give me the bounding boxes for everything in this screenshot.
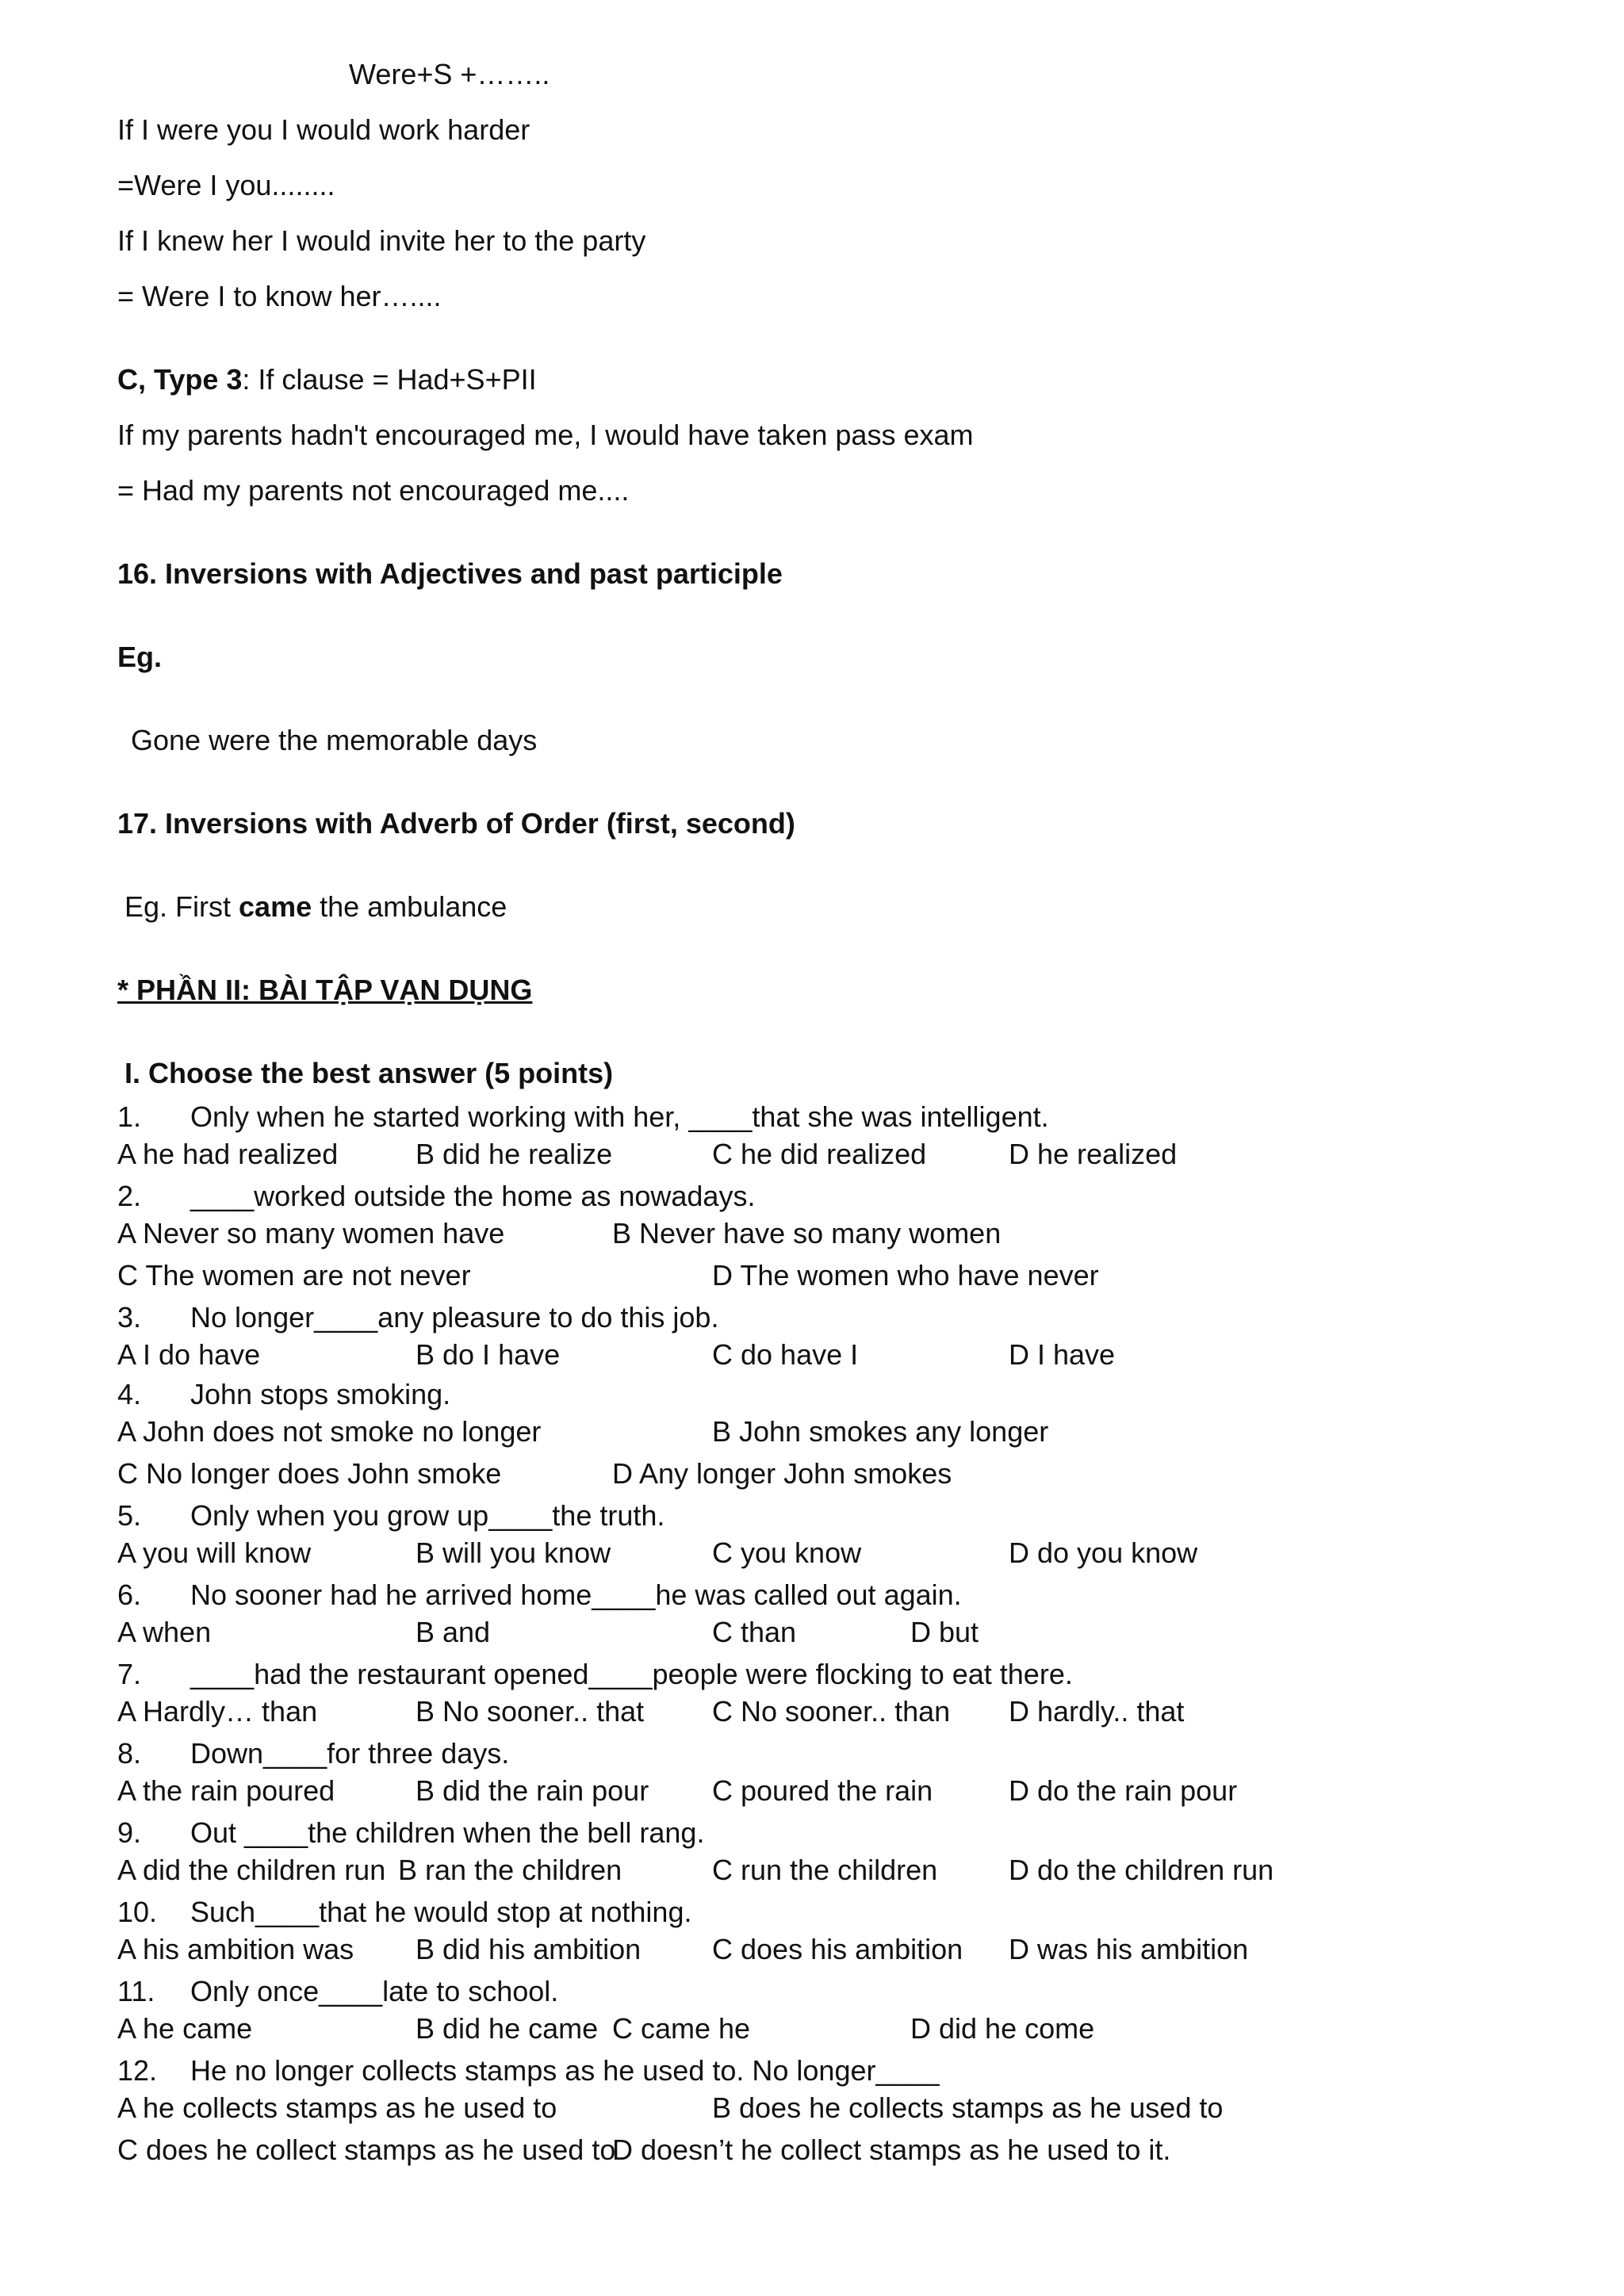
option-a[interactable]: A Hardly… than [117, 1695, 318, 1728]
question-text: Only when he started working with her, ____that she was intelligent. [190, 1100, 1049, 1133]
option-b[interactable]: B Never have so many women [612, 1217, 1002, 1249]
question-text: ____had the restaurant opened____people were flocking to eat there. [190, 1658, 1073, 1690]
option-b[interactable]: B did his ambition [416, 1933, 642, 1965]
question-number: 5. [117, 1499, 142, 1532]
question-text: John stops smoking. [190, 1378, 451, 1410]
option-b[interactable]: B did he came [416, 2012, 599, 2045]
question-text: Only when you grow up____the truth. [190, 1499, 665, 1532]
example-3-inversion: = Had my parents not encouraged me.... [117, 474, 630, 507]
option-d[interactable]: D do the rain pour [1009, 1774, 1238, 1807]
option-a[interactable]: A the rain poured [117, 1774, 335, 1807]
question-number: 1. [117, 1100, 142, 1133]
question-number: 2. [117, 1180, 142, 1212]
type3-label: C, Type 3 [117, 363, 243, 396]
option-d[interactable]: D I have [1009, 1338, 1116, 1371]
option-a[interactable]: A Never so many women have [117, 1217, 505, 1249]
question-number: 10. [117, 1896, 158, 1928]
option-c[interactable]: C run the children [712, 1854, 938, 1886]
question-number: 7. [117, 1658, 142, 1690]
option-d[interactable]: D do the children run [1009, 1854, 1274, 1886]
example-17-post: the ambulance [312, 890, 508, 923]
option-c[interactable]: C than [712, 1616, 797, 1648]
question-text: He no longer collects stamps as he used to. No longer____ [190, 2054, 940, 2087]
option-b[interactable]: B and [416, 1616, 491, 1648]
heading-16: 16. Inversions with Adjectives and past participle [117, 557, 783, 590]
option-c[interactable]: C came he [612, 2012, 751, 2045]
eg-label: Eg. [117, 641, 163, 673]
option-a[interactable]: A I do have [117, 1338, 261, 1371]
question-number: 3. [117, 1301, 142, 1334]
option-d[interactable]: D was his ambition [1009, 1933, 1249, 1965]
option-a[interactable]: A did the children run [117, 1854, 386, 1886]
option-d[interactable]: D hardly.. that [1009, 1695, 1185, 1728]
option-a[interactable]: A when [117, 1616, 212, 1648]
option-a[interactable]: A you will know [117, 1536, 312, 1569]
option-a[interactable]: A John does not smoke no longer [117, 1415, 542, 1448]
option-d[interactable]: D did he come [910, 2012, 1095, 2045]
option-b[interactable]: B did the rain pour [416, 1774, 649, 1807]
option-a[interactable]: A his ambition was [117, 1933, 354, 1965]
question-number: 11. [117, 1975, 155, 2007]
option-a[interactable]: A he collects stamps as he used to [117, 2091, 557, 2124]
example-17-pre: Eg. First [124, 890, 239, 923]
question-number: 12. [117, 2054, 158, 2087]
example-17 [124, 888, 507, 926]
option-b[interactable]: B No sooner.. that [416, 1695, 645, 1728]
question-number: 4. [117, 1378, 142, 1410]
example-17-bold: came [239, 890, 312, 923]
option-c[interactable]: C do have I [712, 1338, 859, 1371]
option-c[interactable]: C poured the rain [712, 1774, 933, 1807]
part2-title: * PHẦN II: BÀI TẬP VẠN DỤNG [117, 974, 533, 1006]
example-1: If I were you I would work harder [117, 113, 530, 146]
example-16: Gone were the memorable days [131, 724, 538, 756]
example-2-inversion: = Were I to know her….... [117, 280, 442, 312]
option-a[interactable]: A he came [117, 2012, 253, 2045]
option-d[interactable]: D The women who have never [712, 1259, 1099, 1292]
question-text: No longer____any pleasure to do this job. [190, 1301, 719, 1334]
heading-17: 17. Inversions with Adverb of Order (first, second) [117, 807, 795, 840]
option-d[interactable]: D Any longer John smokes [612, 1457, 952, 1490]
option-b[interactable]: B John smokes any longer [712, 1415, 1049, 1448]
option-c[interactable]: C he did realized [712, 1138, 927, 1170]
type3-heading [117, 361, 537, 399]
option-b[interactable]: B did he realize [416, 1138, 613, 1170]
option-d[interactable]: D do you know [1009, 1536, 1198, 1569]
question-text: Out ____the children when the bell rang. [190, 1816, 705, 1849]
question-number: 8. [117, 1737, 142, 1770]
option-c[interactable]: C No sooner.. than [712, 1695, 951, 1728]
example-2: If I knew her I would invite her to the party [117, 224, 646, 257]
option-d[interactable]: D but [910, 1616, 979, 1648]
option-c[interactable]: C No longer does John smoke [117, 1457, 502, 1490]
section-title: I. Choose the best answer (5 points) [124, 1057, 614, 1089]
option-d[interactable]: D he realized [1009, 1138, 1178, 1170]
option-a[interactable]: A he had realized [117, 1138, 339, 1170]
example-3: If my parents hadn't encouraged me, I would have taken pass exam [117, 419, 974, 451]
option-b[interactable]: B does he collects stamps as he used to [712, 2091, 1224, 2124]
question-text: Only once____late to school. [190, 1975, 559, 2007]
option-b[interactable]: B do I have [416, 1338, 561, 1371]
option-b[interactable]: B ran the children [398, 1854, 622, 1886]
option-c[interactable]: C does he collect stamps as he used to [117, 2133, 616, 2166]
option-c[interactable]: C does his ambition [712, 1933, 963, 1965]
formula-were: Were+S +…….. [349, 58, 550, 90]
option-d[interactable]: D doesn’t he collect stamps as he used to it. [612, 2133, 1171, 2166]
option-c[interactable]: C The women are not never [117, 1259, 471, 1292]
question-text: ____worked outside the home as nowadays. [190, 1180, 756, 1212]
option-b[interactable]: B will you know [416, 1536, 611, 1569]
question-text: Such____that he would stop at nothing. [190, 1896, 692, 1928]
question-text: No sooner had he arrived home____he was called out again. [190, 1578, 962, 1611]
type3-rule: : If clause = Had+S+PII [242, 363, 537, 396]
option-c[interactable]: C you know [712, 1536, 862, 1569]
example-1-inversion: =Were I you........ [117, 169, 335, 201]
question-number: 6. [117, 1578, 142, 1611]
question-text: Down____for three days. [190, 1737, 510, 1770]
question-number: 9. [117, 1816, 142, 1849]
